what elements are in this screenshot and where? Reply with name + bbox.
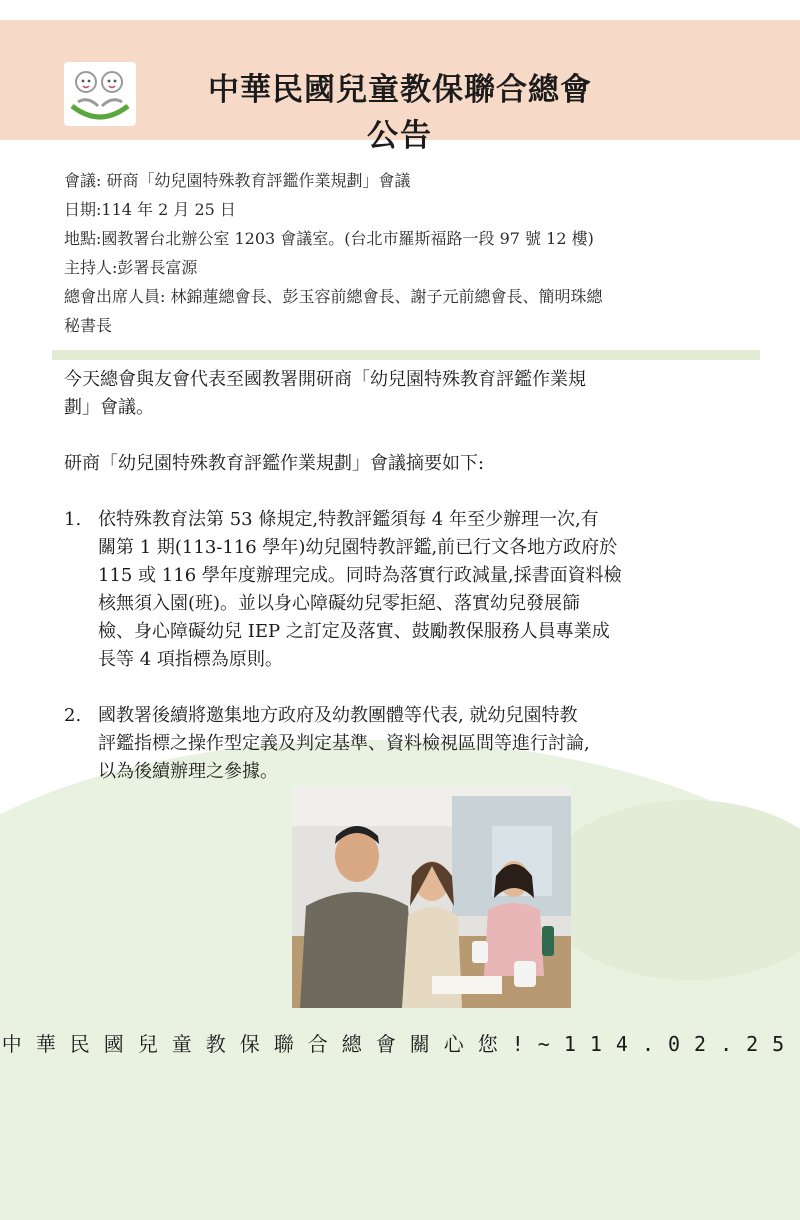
list-item — [64, 506, 744, 674]
notice-title: 公告 — [367, 118, 433, 154]
list-line: 評鑑指標之操作型定義及判定基準、資料檢視區間等進行討論, — [98, 733, 590, 754]
list-line: 關第 1 期(113-116 學年)幼兒園特教評鑑,前已行文各地方政府於 — [98, 537, 618, 558]
intro-line-2: 劃」會議。 — [64, 397, 154, 418]
announcement-body — [64, 366, 744, 786]
list-line: 國教署後續將邀集地方政府及幼教團體等代表, 就幼兒園特教 — [98, 705, 578, 726]
list-number: 2. — [64, 705, 82, 726]
summary-heading: 研商「幼兒園特殊教育評鑑作業規劃」會議摘要如下: — [64, 453, 485, 474]
meeting-topic: 會議: 研商「幼兒園特殊教育評鑑作業規劃」會議 — [64, 171, 411, 190]
organization-name: 中華民國兒童教保聯合總會 — [208, 72, 592, 108]
meeting-attendees-line2: 秘書長 — [64, 316, 113, 335]
list-line: 依特殊教育法第 53 條規定,特教評鑑須每 4 年至少辦理一次,有 — [98, 509, 599, 530]
meeting-photo — [292, 786, 571, 1008]
intro-line-1: 今天總會與友會代表至國教署開研商「幼兒園特殊教育評鑑作業規 — [64, 369, 586, 390]
meeting-date: 日期:114 年 2 月 25 日 — [64, 200, 236, 219]
list-line: 檢、身心障礙幼兒 IEP 之訂定及落實、鼓勵教保服務人員專業成 — [98, 621, 610, 642]
list-number: 1. — [64, 509, 82, 530]
meeting-attendees-line1: 總會出席人員: 林錦蓮總會長、彭玉容前總會長、謝子元前總會長、簡明珠總 — [64, 287, 603, 306]
list-line: 長等 4 項指標為原則。 — [98, 649, 283, 670]
list-line: 以為後續辦理之參據。 — [98, 761, 278, 782]
section-divider — [52, 350, 760, 360]
meeting-location: 地點:國教署台北辦公室 1203 會議室。(台北市羅斯福路一段 97 號 12 樓) — [64, 229, 594, 248]
footer-message: 中華民國兒童教保聯合總會關心您!~114.02.25 — [1, 1032, 799, 1056]
header-banner — [0, 20, 800, 154]
list-line: 115 或 116 學年度辦理完成。同時為落實行政減量,採書面資料檢 — [98, 565, 622, 586]
list-line: 核無須入園(班)。並以身心障礙幼兒零拒絕、落實幼兒發展篩 — [98, 593, 581, 614]
meeting-host: 主持人:彭署長富源 — [64, 258, 198, 277]
meeting-info — [64, 166, 744, 340]
list-item — [64, 702, 744, 786]
